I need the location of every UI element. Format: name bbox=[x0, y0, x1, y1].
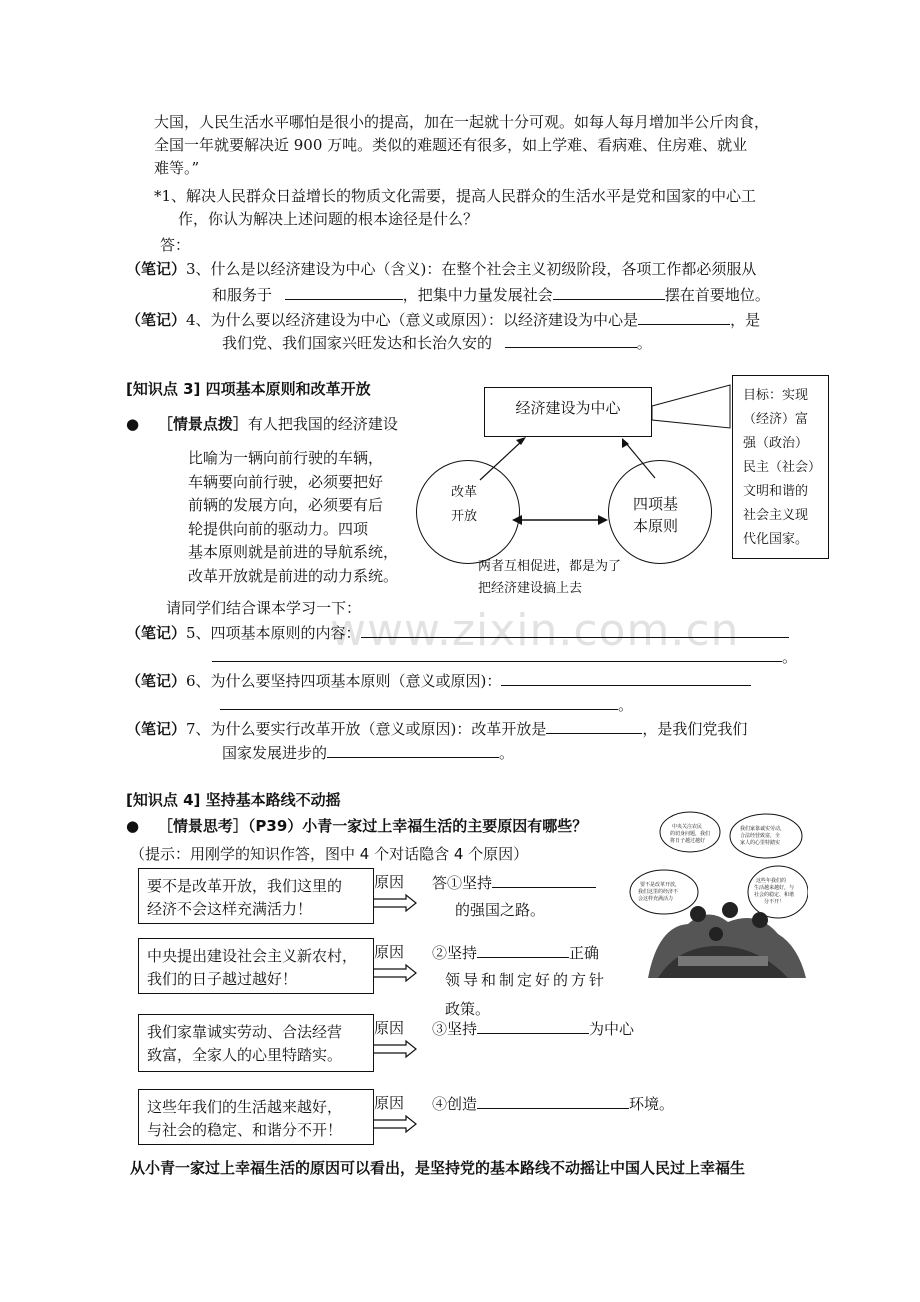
kp3-body-line: 比喻为一辆向前行驶的车辆， bbox=[188, 449, 384, 467]
watermark: www.zixin.com.cn bbox=[330, 605, 740, 656]
kp3-body-line: 改革开放就是前进的动力系统。 bbox=[188, 567, 399, 585]
answer-continuation: 领导和制定好的方针 bbox=[445, 971, 608, 989]
reason-label: 原因 bbox=[374, 1019, 405, 1037]
note-tag: （笔记） bbox=[126, 672, 187, 690]
intro-line-2: 全国一年就要解决近 900 万吨。类似的难题还有很多，如上学难、看病难、住房难、就业 bbox=[154, 136, 748, 154]
intro-line-3: 难等。” bbox=[154, 159, 200, 177]
kp3-body-line: 车辆要向前行驶，必须要把好 bbox=[188, 472, 384, 491]
goal-line: 强（政治） bbox=[743, 436, 809, 451]
note-5-line-2: 。 bbox=[212, 645, 797, 668]
goal-box bbox=[732, 375, 829, 559]
bullet-icon: ● bbox=[126, 415, 140, 433]
goal-line: 文明和谐的 bbox=[743, 484, 809, 499]
family-cartoon-image bbox=[628, 806, 808, 978]
blank-field[interactable] bbox=[546, 717, 642, 734]
section-heading-kp4: [知识点 4] 坚持基本路线不动摇 bbox=[126, 791, 341, 809]
blank-field[interactable] bbox=[220, 693, 618, 710]
dialog-box bbox=[138, 868, 374, 924]
reform-circle: 改革 开放 bbox=[416, 460, 520, 564]
reason-label: 原因 bbox=[374, 1094, 405, 1112]
svg-text:家人的心里特踏实: 家人的心里特踏实 bbox=[740, 840, 781, 846]
kp3-body-line: 前辆的发展方向，必须要有后 bbox=[188, 496, 384, 515]
question-1-answer-label: 答： bbox=[160, 236, 191, 254]
note-3 bbox=[126, 258, 756, 280]
section-heading-kp3: [知识点 3] 四项基本原则和改革开放 bbox=[126, 380, 371, 398]
note-4: （笔记）4、为什么要以经济建设为中心（意义或原因）：以经济建设为中心是 ，是 bbox=[126, 308, 760, 331]
goal-line: （经济）富 bbox=[743, 412, 809, 427]
dialog-line: 与社会的稳定、和谐分不开！ bbox=[147, 1121, 343, 1139]
note-5: （笔记）5、四项基本原则的内容： bbox=[126, 621, 789, 644]
svg-text:合法经营致富，全: 合法经营致富，全 bbox=[740, 833, 781, 839]
kp3-body-line: 轮提供向前的驱动力。四项 bbox=[188, 519, 369, 538]
dialog-line: 经济不会这样充满活力！ bbox=[147, 900, 313, 918]
kp3-lead: ● ［情景点拨］有人把我国的经济建设 bbox=[126, 415, 398, 433]
double-arrow-icon bbox=[374, 963, 420, 983]
economic-center-box: 经济建设为中心 bbox=[484, 387, 652, 437]
blank-field[interactable] bbox=[285, 283, 403, 300]
intro-line-1: 大国，人民生活水平哪怕是很小的提高，加在一起就十分可观。如每人每月增加半公斤肉食， bbox=[154, 113, 770, 131]
svg-text:生活越来越好，与: 生活越来越好，与 bbox=[754, 885, 795, 891]
blank-field[interactable] bbox=[501, 669, 751, 686]
reason-label: 原因 bbox=[374, 873, 405, 891]
dialog-line: 致富，全家人的心里特踏实。 bbox=[147, 1046, 343, 1064]
double-arrow-icon bbox=[374, 1039, 420, 1059]
reason-label: 原因 bbox=[374, 943, 405, 961]
dialog-line: 这些年我们的生活越来越好， bbox=[147, 1098, 343, 1116]
svg-text:的切身问题，我们: 的切身问题，我们 bbox=[670, 831, 711, 837]
svg-text:这些年我们的: 这些年我们的 bbox=[756, 878, 787, 884]
four-principles-circle: 四项基 本原则 bbox=[608, 460, 712, 564]
note-tag: （笔记） bbox=[126, 311, 187, 329]
note-3-line-2: 和服务于 ，把集中力量发展社会 摆在首要地位。 bbox=[212, 283, 770, 306]
dialog-box bbox=[138, 1014, 374, 1072]
note-3-text: 3、什么是以经济建设为中心（含义)：在整个社会主义初级阶段，各项工作都必须服从 bbox=[186, 260, 757, 278]
svg-text:将日子越过越好: 将日子越过越好 bbox=[670, 838, 706, 844]
diagram-caption: 两者互相促进，都是为了 把经济建设搞上去 bbox=[478, 559, 622, 596]
answer-line: ②坚持 正确 bbox=[432, 941, 599, 964]
bullet-icon: ● bbox=[126, 817, 140, 835]
note-tag: （笔记） bbox=[126, 624, 187, 642]
blank-field[interactable] bbox=[492, 871, 596, 888]
svg-text:会这样充满活力: 会这样充满活力 bbox=[638, 896, 674, 902]
dialog-line: 要不是改革开放，我们这里的 bbox=[147, 877, 343, 895]
svg-text:社会的稳定、和谐: 社会的稳定、和谐 bbox=[754, 892, 795, 898]
svg-text:分不开！: 分不开！ bbox=[764, 899, 785, 905]
blank-field[interactable] bbox=[327, 741, 499, 758]
note-4-line-2: 我们党、我们国家兴旺发达和长治久安的 。 bbox=[222, 331, 652, 354]
dialog-line: 我们家靠诚实劳动、合法经营 bbox=[147, 1023, 343, 1041]
dialog-box bbox=[138, 1089, 374, 1145]
svg-text:要不是改革开放，: 要不是改革开放， bbox=[640, 882, 681, 888]
answer-continuation: 的强国之路。 bbox=[455, 901, 546, 919]
svg-text:中央关注农民: 中央关注农民 bbox=[672, 824, 703, 830]
blank-field[interactable] bbox=[505, 331, 637, 348]
double-arrow-icon bbox=[374, 1114, 420, 1134]
note-6: （笔记）6、为什么要坚持四项基本原则（意义或原因)： bbox=[126, 669, 751, 692]
goal-line: 代化国家。 bbox=[743, 532, 809, 547]
kp3-prompt: 请同学们结合课本学习一下： bbox=[166, 599, 362, 617]
blank-field[interactable] bbox=[553, 283, 665, 300]
blank-field[interactable] bbox=[477, 941, 569, 958]
note-7-line-2: 国家发展进步的 。 bbox=[222, 741, 514, 764]
svg-text:我们家靠诚实劳动，: 我们家靠诚实劳动， bbox=[740, 826, 786, 832]
note-6-line-2: 。 bbox=[220, 693, 633, 716]
double-arrow-icon bbox=[374, 893, 420, 913]
dialog-line: 中央提出建设社会主义新农村， bbox=[147, 947, 358, 965]
kp4-hint: （提示：用刚学的知识作答，图中 4 个对话隐含 4 个原因） bbox=[130, 845, 529, 863]
goal-line: 社会主义现 bbox=[743, 508, 809, 523]
note-tag: （笔记） bbox=[126, 260, 187, 278]
dialog-box bbox=[138, 938, 374, 994]
goal-line: 民主（社会） bbox=[743, 460, 822, 475]
svg-text:我们这里的经济不: 我们这里的经济不 bbox=[638, 889, 679, 895]
note-tag: （笔记） bbox=[126, 720, 187, 738]
answer-continuation: 政策。 bbox=[445, 1000, 491, 1018]
answer-line: ③坚持 为中心 bbox=[432, 1017, 634, 1040]
blank-field[interactable] bbox=[477, 1092, 629, 1109]
question-1-line-2: 作，你认为解决上述问题的根本途径是什么？ bbox=[178, 210, 479, 228]
dialog-line: 我们的日子越过越好！ bbox=[147, 970, 298, 988]
question-1-line-1: *1、解决人民群众日益增长的物质文化需要，提高人民群众的生活水平是党和国家的中心工 bbox=[154, 187, 757, 205]
kp3-body-line: 基本原则就是前进的导航系统， bbox=[188, 543, 399, 562]
kp4-question: ● ［情景思考］（P39）小青一家过上幸福生活的主要原因有哪些？ bbox=[126, 817, 588, 835]
blank-field[interactable] bbox=[212, 645, 782, 662]
answer-line: ④创造 环境。 bbox=[432, 1092, 674, 1115]
goal-line: 目标：实现 bbox=[743, 388, 809, 403]
conclusion-text: 从小青一家过上幸福生活的原因可以看出，是坚持党的基本路线不动摇让中国人民过上幸福生 bbox=[130, 1159, 746, 1177]
blank-field[interactable] bbox=[361, 621, 789, 638]
answer-line: 答①坚持 bbox=[432, 871, 596, 894]
note-7: （笔记）7、为什么要实行改革开放（意义或原因)：改革开放是 ，是我们党我们 bbox=[126, 717, 747, 740]
blank-field[interactable] bbox=[477, 1017, 589, 1034]
blank-field[interactable] bbox=[638, 308, 730, 325]
